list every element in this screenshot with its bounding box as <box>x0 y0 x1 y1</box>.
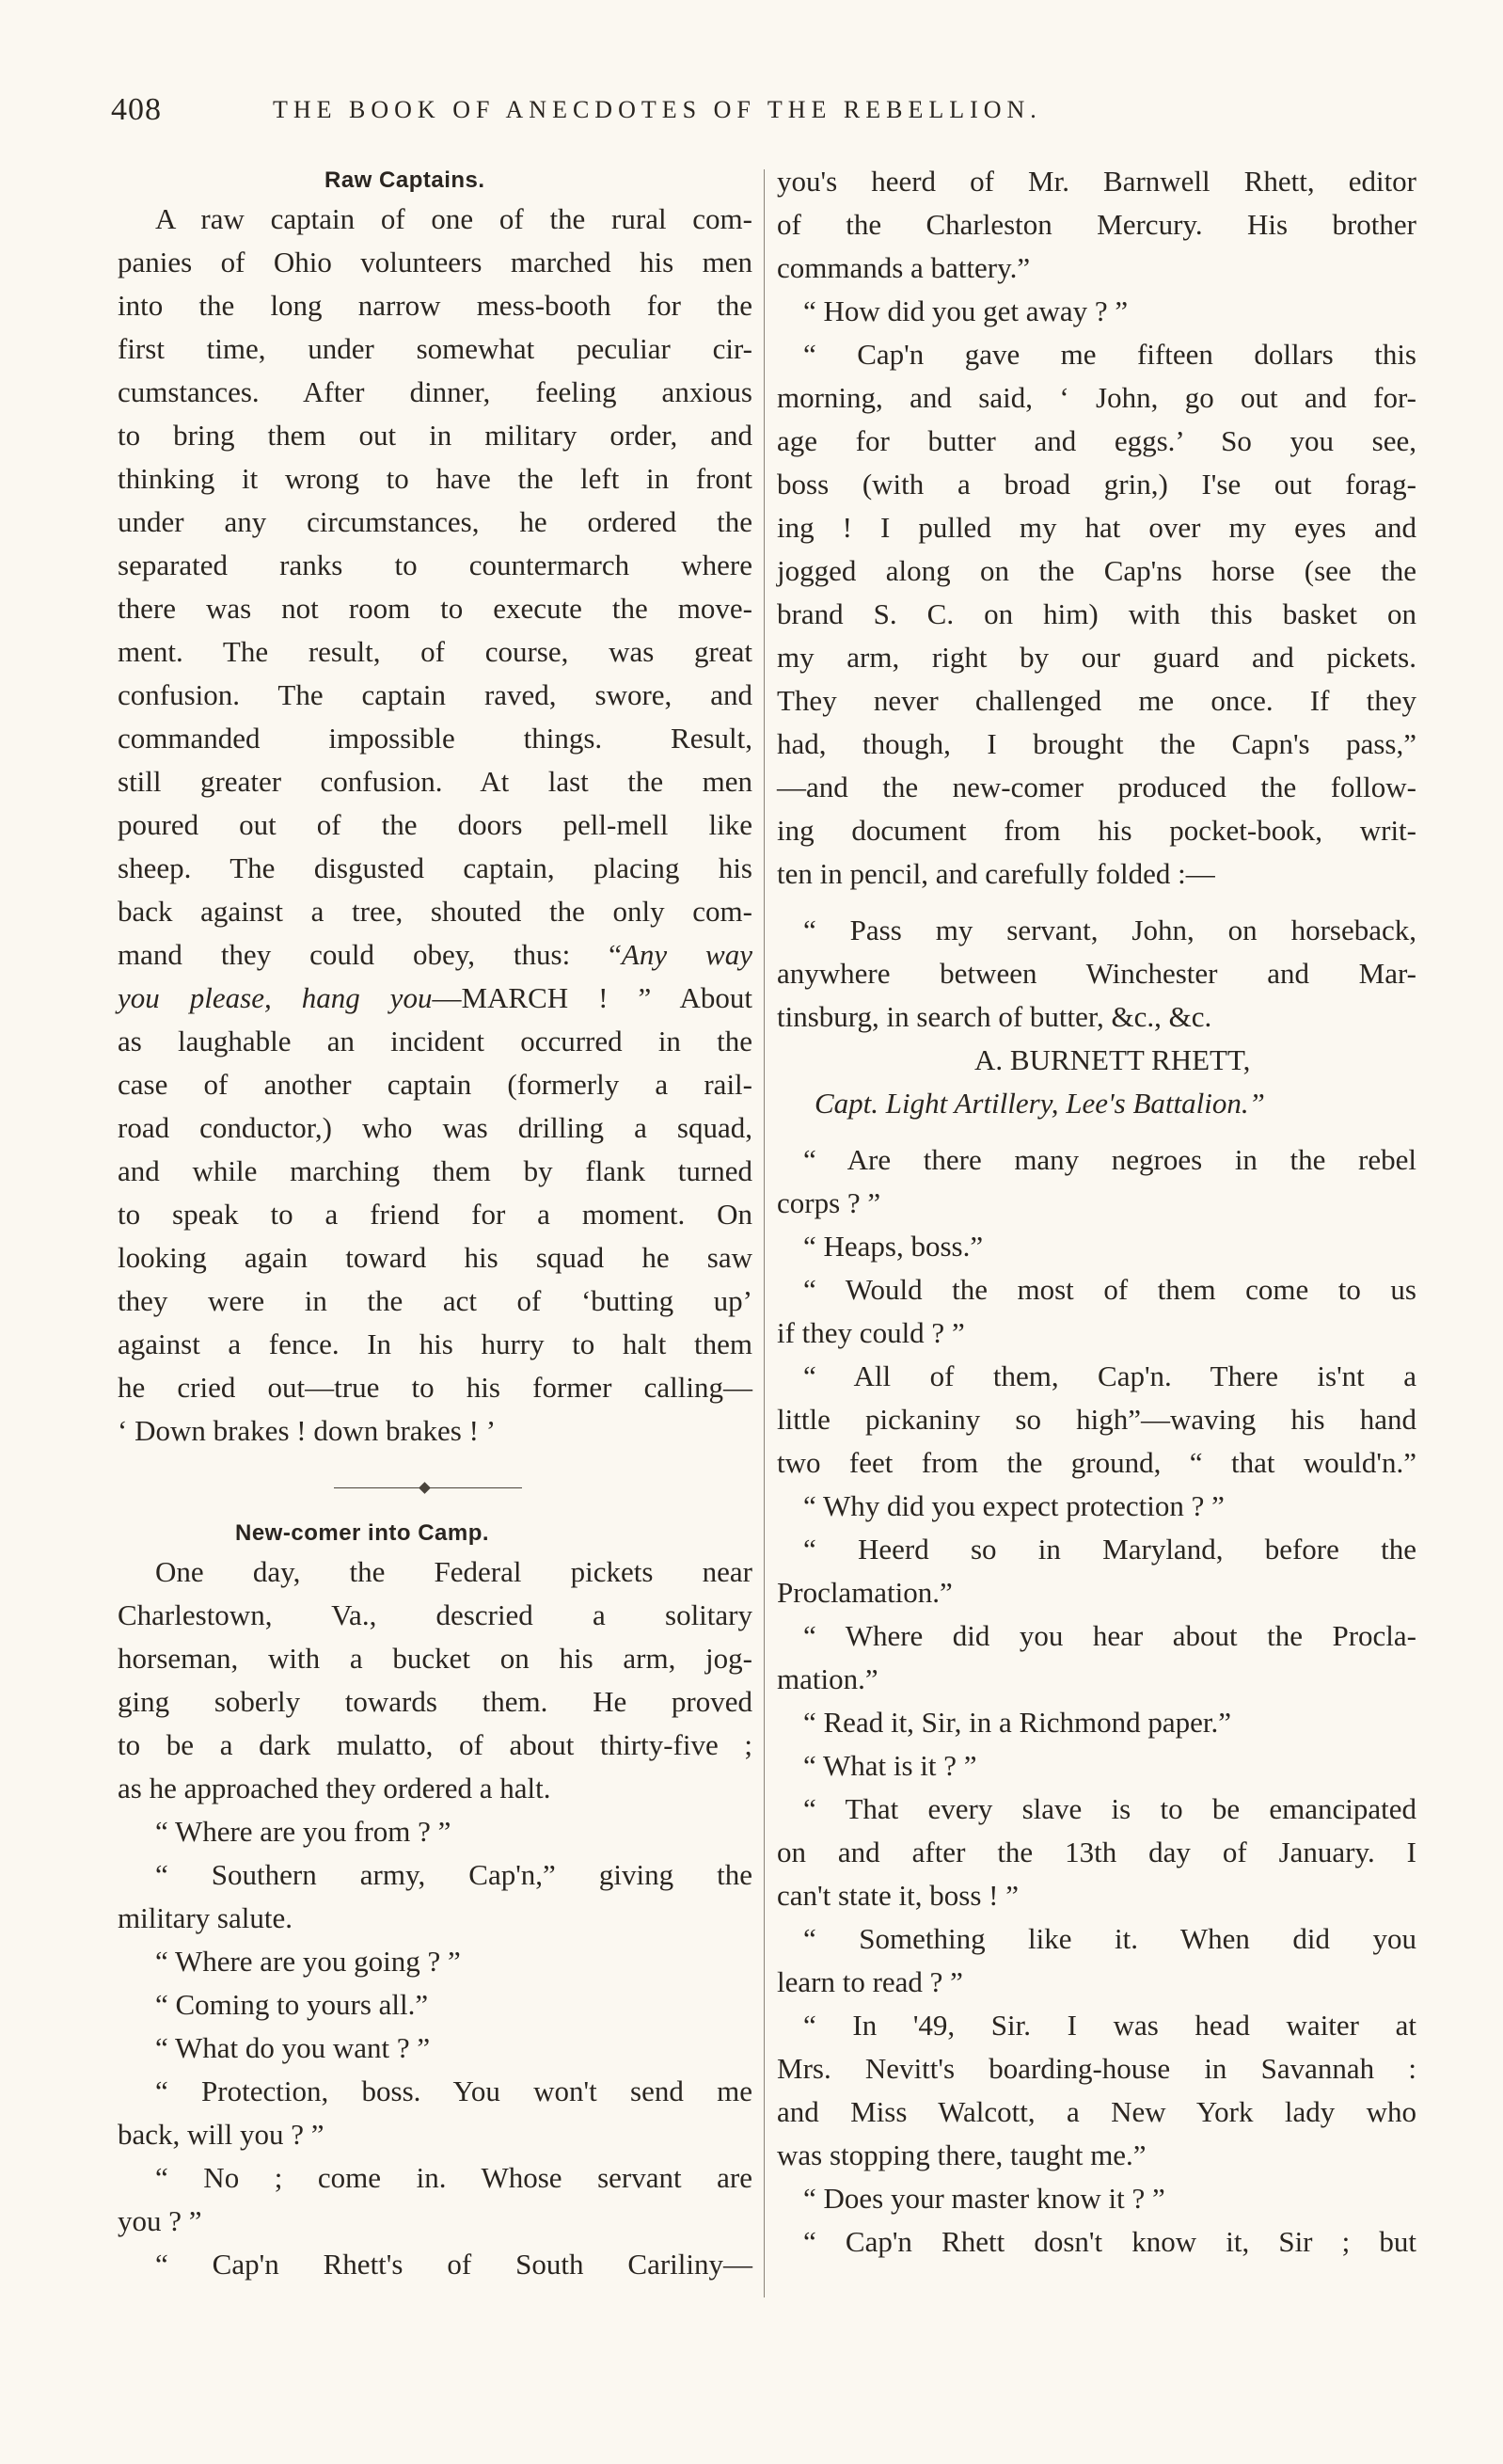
text-line: “ Cap'n Rhett's of South Cariliny— <box>155 2248 752 2281</box>
text-line: age for butter and eggs.’ So you see, <box>777 424 1416 457</box>
text-line: “ Heaps, boss.” <box>803 1230 984 1263</box>
signature-name: A. BURNETT RHETT, <box>974 1043 1251 1076</box>
text-line: case of another captain (formerly a rail- <box>118 1068 752 1101</box>
text-line: They never challenged me once. If they <box>777 684 1416 717</box>
text-line: corps ? ” <box>777 1186 881 1219</box>
text-line: ment. The result, of course, was great <box>118 635 752 668</box>
text-line: mation.” <box>777 1662 878 1695</box>
text-line: “ Does your master know it ? ” <box>803 2182 1165 2215</box>
text-line: as he approached they ordered a halt. <box>118 1772 551 1804</box>
text-line: “ Are there many negroes in the rebel <box>803 1143 1416 1176</box>
page-number: 408 <box>111 92 162 127</box>
text-line: commands a battery.” <box>777 251 1031 284</box>
text-line: my arm, right by our guard and pickets. <box>777 641 1416 674</box>
text-line: jogged along on the Cap'ns horse (see the <box>777 554 1416 587</box>
text-line: first time, under somewhat peculiar cir- <box>118 332 752 365</box>
signature-title: Capt. Light Artillery, Lee's Battalion.” <box>815 1087 1265 1120</box>
text-line: road conductor,) who was drilling a squad, <box>118 1111 752 1144</box>
text-line: panies of Ohio volunteers marched his men <box>118 246 752 278</box>
text-line: commanded impossible things. Result, <box>118 722 752 755</box>
text-line: “ Protection, boss. You won't send me <box>155 2075 752 2107</box>
text-line: Mrs. Nevitt's boarding-house in Savannah : <box>777 2052 1416 2085</box>
text-line: of the Charleston Mercury. His brother <box>777 208 1416 241</box>
text-line: there was not room to execute the move- <box>118 592 752 625</box>
text-line: as laughable an incident occurred in the <box>118 1025 752 1057</box>
text-line: “ In '49, Sir. I was head waiter at <box>803 2009 1416 2042</box>
text-line: you's heerd of Mr. Barnwell Rhett, editor <box>777 165 1416 198</box>
text-line: A raw captain of one of the rural com- <box>155 202 752 235</box>
text-line: “ Heerd so in Maryland, before the <box>803 1533 1416 1566</box>
text-line: ing ! I pulled my hat over my eyes and <box>777 511 1416 544</box>
text-line: and Miss Walcott, a New York lady who <box>777 2095 1416 2128</box>
text-line: “ How did you get away ? ” <box>803 294 1129 327</box>
text-line: still greater confusion. At last the men <box>118 765 752 798</box>
text-line: to bring them out in military order, and <box>118 419 752 452</box>
text-line: against a fence. In his hurry to halt them <box>118 1327 752 1360</box>
text-line: “ All of them, Cap'n. There is'nt a <box>803 1359 1416 1392</box>
text-line: looking again toward his squad he saw <box>118 1241 752 1274</box>
text-line: “ Where did you hear about the Procla- <box>803 1619 1416 1652</box>
text-line: poured out of the doors pell-mell like <box>118 808 752 841</box>
text-line: back against a tree, shouted the only com- <box>118 895 752 928</box>
text-line: to be a dark mulatto, of about thirty-five ; <box>118 1728 752 1761</box>
text-line: “ Cap'n Rhett dosn't know it, Sir ; but <box>803 2225 1416 2258</box>
text-line: Charlestown, Va., descried a solitary <box>118 1598 752 1631</box>
text-line: “ Would the most of them come to us <box>803 1273 1416 1306</box>
text-line: he cried out—true to his former calling— <box>118 1371 752 1404</box>
text-line: can't state it, boss ! ” <box>777 1879 1019 1912</box>
quoted-pass-line: “ Pass my servant, John, on horseback, <box>803 914 1416 946</box>
running-head: THE BOOK OF ANECDOTES OF THE REBELLION. <box>273 96 1042 123</box>
text-line: boss (with a broad grin,) I'se out forag- <box>777 468 1416 501</box>
text-line: ‘ Down brakes ! down brakes ! ’ <box>118 1414 497 1447</box>
text-line: brand S. C. on him) with this basket on <box>777 597 1416 630</box>
text-line: was stopping there, taught me.” <box>777 2138 1147 2171</box>
ornament-diamond <box>419 1482 431 1494</box>
text-line: they were in the act of ‘butting up’ <box>118 1284 752 1317</box>
text-line: “ Cap'n gave me fifteen dollars this <box>803 338 1416 371</box>
text-line: cumstances. After dinner, feeling anxious <box>118 375 752 408</box>
text-line: “ Where are you going ? ” <box>155 1945 461 1978</box>
text-line: sheep. The disgusted captain, placing his <box>118 851 752 884</box>
text-line: ging soberly towards them. He proved <box>118 1685 752 1718</box>
text-line <box>118 933 752 977</box>
text-line: “ Read it, Sir, in a Richmond paper.” <box>803 1706 1232 1739</box>
text-line: if they could ? ” <box>777 1316 965 1349</box>
text-line: horseman, with a bucket on his arm, jog- <box>118 1642 752 1675</box>
text-line: you ? ” <box>118 2204 202 2237</box>
text-line: two feet from the ground, “ that would'n.” <box>777 1446 1416 1479</box>
text-line: ing document from his pocket-book, writ- <box>777 814 1416 847</box>
text-line: to speak to a friend for a moment. On <box>118 1198 752 1231</box>
text-line: morning, and said, ‘ John, go out and for- <box>777 381 1416 414</box>
quoted-pass-line: tinsburg, in search of butter, &c., &c. <box>777 1000 1212 1033</box>
column-divider <box>764 169 765 2297</box>
text-line: learn to read ? ” <box>777 1965 963 1998</box>
text-line: “ What do you want ? ” <box>155 2031 431 2064</box>
text-line: “ Why did you expect protection ? ” <box>803 1489 1225 1522</box>
section-heading: New-comer into Camp. <box>235 1520 490 1546</box>
text-line: separated ranks to countermarch where <box>118 548 752 581</box>
text-line: and while marching them by flank turned <box>118 1154 752 1187</box>
text-line: into the long narrow mess-booth for the <box>118 289 752 322</box>
text-line: “ No ; come in. Whose servant are <box>155 2161 752 2194</box>
text-line: “ What is it ? ” <box>803 1749 977 1782</box>
text-line: “ Coming to yours all.” <box>155 1988 429 2021</box>
text-line: under any circumstances, he ordered the <box>118 505 752 538</box>
text-line: “ That every slave is to be emancipated <box>803 1792 1416 1825</box>
text-line: back, will you ? ” <box>118 2118 324 2151</box>
text-line: little pickaniny so high”—waving his hand <box>777 1403 1416 1436</box>
italic-span: you please, hang you <box>118 981 433 1014</box>
text-line <box>118 977 752 1020</box>
section-heading: Raw Captains. <box>324 167 485 193</box>
text-line: Proclamation.” <box>777 1576 953 1609</box>
text-line: confusion. The captain raved, swore, and <box>118 678 752 711</box>
text-span: —MARCH ! ” About <box>432 981 752 1014</box>
text-span: mand they could obey, thus: “ <box>118 938 622 971</box>
text-line: —and the new-comer produced the follow- <box>777 771 1416 803</box>
text-line: “ Southern army, Cap'n,” giving the <box>155 1858 752 1891</box>
quoted-pass-line: anywhere between Winchester and Mar- <box>777 957 1416 990</box>
text-line: had, though, I brought the Capn's pass,” <box>777 727 1416 760</box>
section-ornament <box>334 1479 522 1498</box>
text-line: “ Something like it. When did you <box>803 1922 1416 1955</box>
italic-span: Any way <box>621 938 752 971</box>
text-line: on and after the 13th day of January. I <box>777 1836 1416 1868</box>
text-line: thinking it wrong to have the left in front <box>118 462 752 495</box>
text-line: military salute. <box>118 1901 293 1934</box>
text-line: ten in pencil, and carefully folded :— <box>777 857 1215 890</box>
text-line: One day, the Federal pickets near <box>155 1555 752 1588</box>
text-line: “ Where are you from ? ” <box>155 1815 451 1848</box>
